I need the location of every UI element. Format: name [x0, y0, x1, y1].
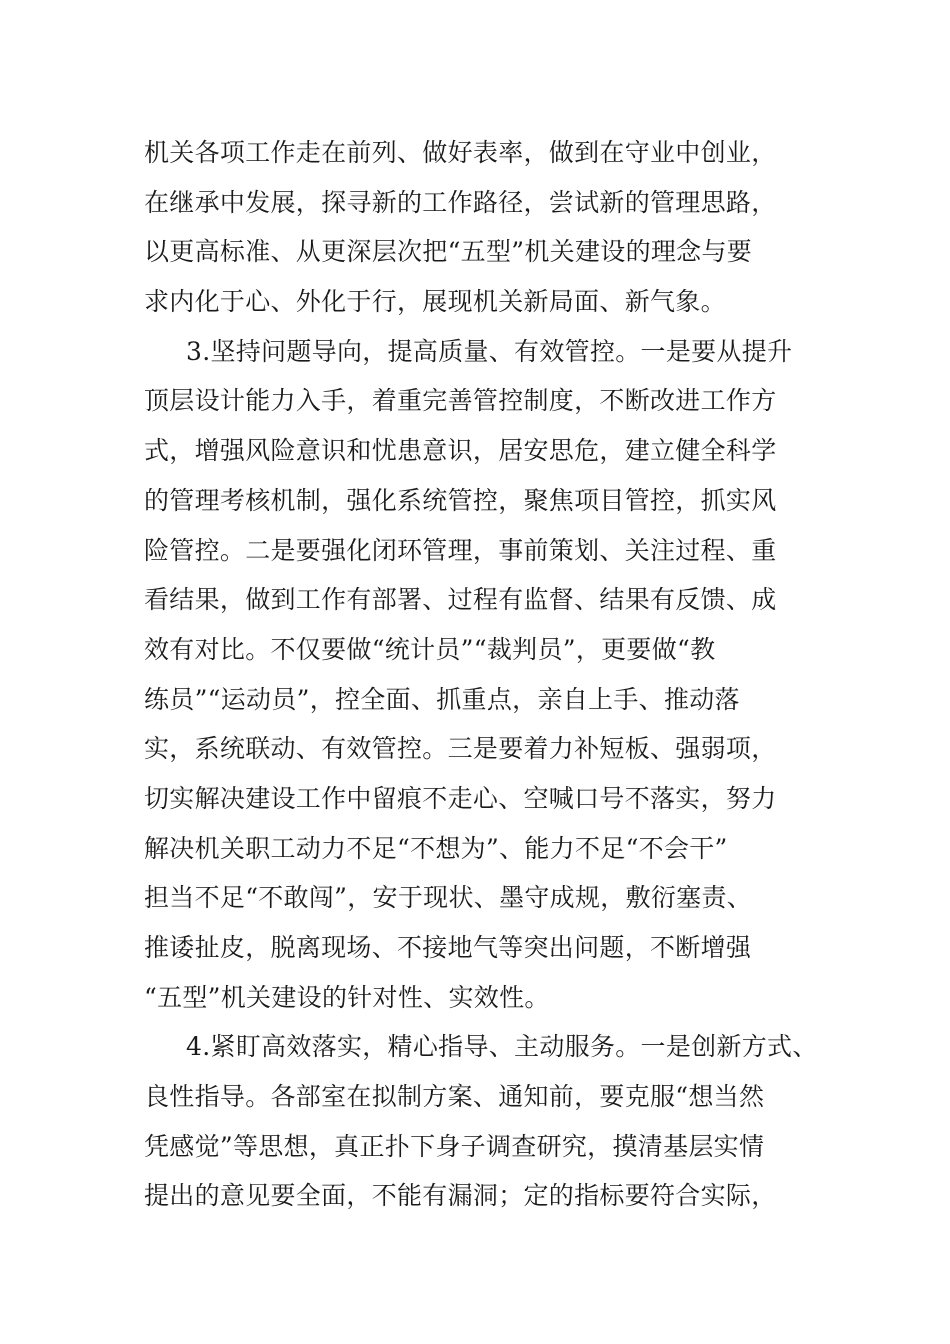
text-line: 在继承中发展，探寻新的工作路径，尝试新的管理思路，: [144, 187, 777, 217]
text-line: 险管控。二是要强化闭环管理，事前策划、关注过程、重: [144, 535, 777, 565]
text-line: 求内化于心、外化于行，展现机关新局面、新气象。: [144, 287, 726, 317]
text-line: 的管理考核机制，强化系统管控，聚焦项目管控，抓实风: [144, 485, 777, 515]
text-line: 看结果，做到工作有部署、过程有监督、结果有反馈、成: [144, 585, 777, 615]
text-line: 切实解决建设工作中留痕不走心、空喊口号不落实，努力: [144, 783, 777, 813]
text-line: 担当不足“不敢闯”，安于现状、墨守成规，敷衍塞责、: [144, 883, 753, 913]
text-line: 提出的意见要全面，不能有漏洞；定的指标要符合实际，: [144, 1181, 777, 1211]
text-line: 推诿扯皮，脱离现场、不接地气等突出问题，不断增强: [144, 933, 752, 962]
text-line: 练员”“运动员”，控全面、抓重点，亲自上手、推动落: [144, 684, 740, 714]
text-line: 机关各项工作走在前列、做好表率，做到在守业中创业，: [144, 138, 777, 167]
text-line: 以更高标准、从更深层次把“五型”机关建设的理念与要: [144, 237, 753, 267]
paragraph-start-line: 3.坚持问题导向，提高质量、有效管控。一是要从提升: [186, 336, 793, 366]
text-line: 凭感觉”等思想，真正扑下身子调查研究，摸清基层实情: [144, 1131, 765, 1161]
paragraph-start-line: 4.紧盯高效落实，精心指导、主动服务。一是创新方式、: [186, 1032, 818, 1062]
text-line: 良性指导。各部室在拟制方案、通知前，要克服“想当然: [144, 1082, 765, 1112]
text-line: 实，系统联动、有效管控。三是要着力补短板、强弱项，: [144, 734, 777, 764]
text-line: “五型”机关建设的针对性、实效性。: [144, 982, 550, 1012]
text-line: 解决机关职工动力不足“不想为”、能力不足“不会干”: [144, 833, 728, 863]
text-line: 式，增强风险意识和忧患意识，居安思危，建立健全科学: [144, 436, 777, 466]
text-line: 效有对比。不仅要做“统计员”“裁判员”，更要做“教: [144, 634, 716, 664]
text-line: 顶层设计能力入手，着重完善管控制度，不断改进工作方: [144, 386, 777, 416]
body-text: [144, 128, 844, 1221]
